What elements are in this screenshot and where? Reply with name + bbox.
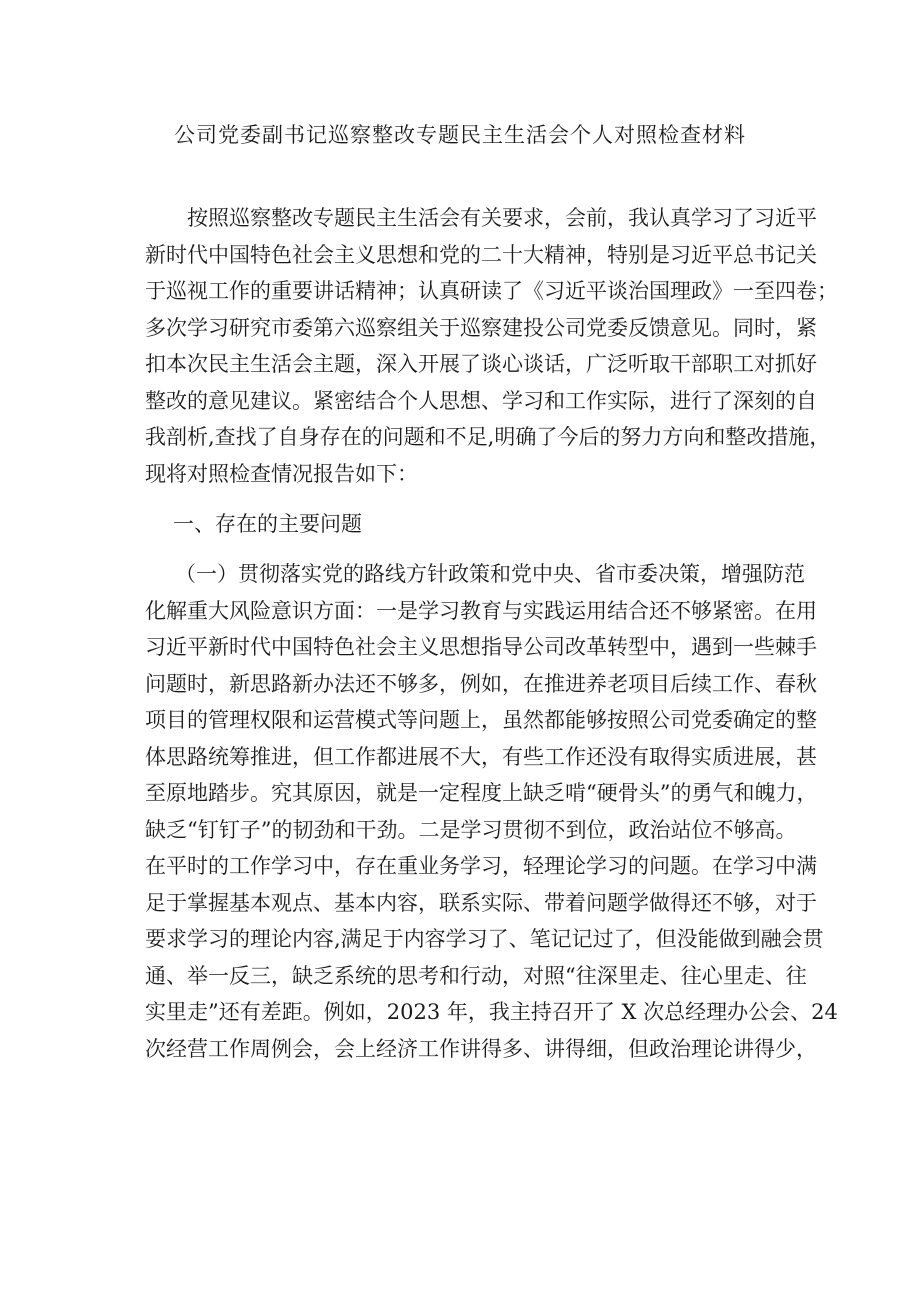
text-line: 按照巡察整改专题民主生活会有关要求，会前，我认真学习了习近平 — [187, 206, 817, 230]
text-line: 我剖析,查找了自身存在的问题和不足,明确了今后的努力方向和整改措施， — [145, 425, 831, 449]
text-line: 通、举一反三，缺乏系统的思考和行动，对照“往深里走、往心里走、往 — [145, 963, 807, 988]
text-line: 体思路统筹推进，但工作都进展不大，有些工作还没有取得实质进展，甚 — [145, 744, 817, 769]
text-line: 习近平新时代中国特色社会主义思想指导公司改革转型中，遇到一些棘手 — [145, 635, 817, 659]
text-line: 化解重大风险意识方面：一是学习教育与实践运用结合还不够紧密。在用 — [145, 598, 817, 623]
text-line: 在平时的工作学习中，存在重业务学习，轻理论学习的问题。在学习中满 — [145, 854, 817, 878]
document-title: 公司党委副书记巡察整改专题民主生活会个人对照检查材料 — [174, 123, 746, 147]
text-line: 问题时，新思路新办法还不够多，例如，在推进养老项目后续工作、春秋 — [145, 671, 817, 696]
section-heading: 一、存在的主要问题 — [173, 512, 362, 536]
text-line: 整改的意见建议。紧密结合个人思想、学习和工作实际，进行了深刻的自 — [145, 388, 817, 413]
section1-paragraph — [145, 556, 838, 1067]
text-line: 要求学习的理论内容,满足于内容学习了、笔记记过了，但没能做到融会贯 — [145, 927, 824, 951]
text-line: 于巡视工作的重要讲话精神；认真研读了《习近平谈治国理政》一至四卷； — [145, 279, 838, 303]
intro-paragraph — [145, 200, 838, 492]
text-line: 缺乏“钉钉子”的韧劲和干劲。二是学习贯彻不到位，政治站位不够高。 — [145, 817, 797, 842]
text-line: 实里走”还有差距。例如，2023 年，我主持召开了 X 次总经理办公会、24 — [145, 1000, 838, 1024]
text-line: （一）贯彻落实党的路线方针政策和党中央、省市委决策，增强防范 — [175, 562, 805, 586]
text-line: 足于掌握基本观点、基本内容，联系实际、带着问题学做得还不够，对于 — [145, 890, 817, 915]
text-line: 现将对照检查情况报告如下： — [145, 461, 418, 486]
text-line: 至原地踏步。究其原因，就是一定程度上缺乏啃“硬骨头”的勇气和魄力， — [145, 781, 818, 805]
text-line: 次经营工作周例会，会上经济工作讲得多、讲得细，但政治理论讲得少， — [145, 1036, 817, 1061]
text-line: 项目的管理权限和运营模式等问题上，虽然都能够按照公司党委确定的整 — [145, 708, 817, 732]
text-line: 多次学习研究市委第六巡察组关于巡察建投公司党委反馈意见。同时，紧 — [145, 315, 817, 340]
text-line: 新时代中国特色社会主义思想和党的二十大精神，特别是习近平总书记关 — [145, 242, 817, 267]
text-line: 扣本次民主生活会主题，深入开展了谈心谈话，广泛听取干部职工对抓好 — [145, 352, 817, 376]
document-body — [145, 200, 838, 1067]
